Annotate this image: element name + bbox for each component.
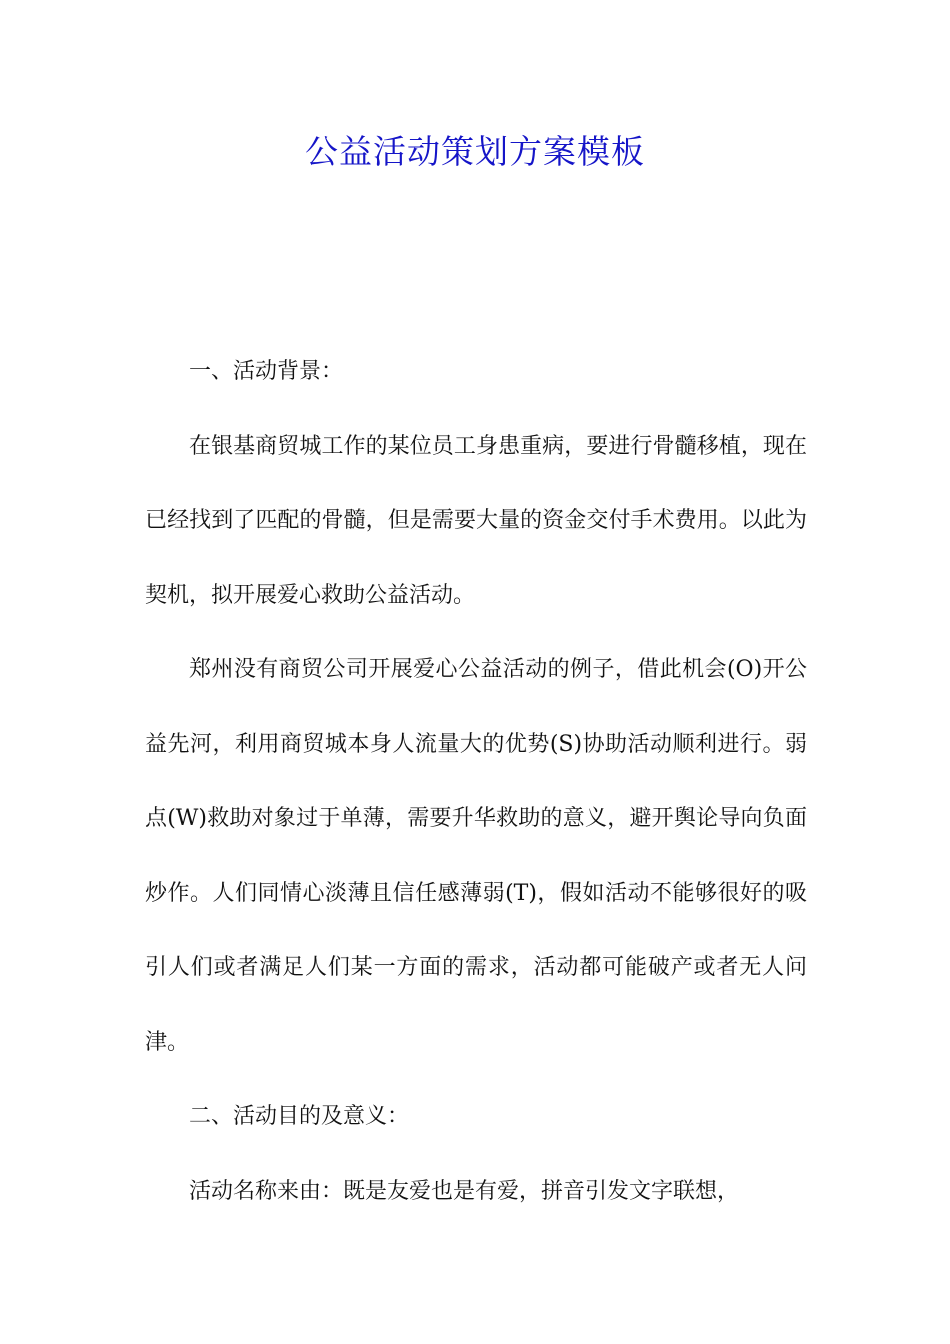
document-title: 公益活动策划方案模板 [305, 132, 645, 171]
document-body [145, 335, 807, 1229]
paragraph-background-2: 郑州没有商贸公司开展爱心公益活动的例子，借此机会(O)开公益先河，利用商贸城本身人流量大的优势(S)协助活动顺利进行。弱点(W)救助对象过于单薄，需要升华救助的意义，避开舆论导向负面炒作。人们同情心淡薄且信任感薄弱(T)，假如活动不能够很好的吸引人们或者满足人们某一方面的需求，活动都可能破产或者无人问津。 [145, 657, 807, 1055]
section-heading-background: 一、活动背景： [189, 359, 344, 384]
paragraph-background-1: 在银基商贸城工作的某位员工身患重病，要进行骨髓移植，现在已经找到了匹配的骨髓，但是需要大量的资金交付手术费用。以此为契机，拟开展爱心救助公益活动。 [145, 433, 807, 608]
section-heading-purpose: 二、活动目的及意义： [189, 1104, 410, 1129]
paragraph-purpose-1: 活动名称来由：既是友爱也是有爱，拼音引发文字联想， [189, 1178, 740, 1204]
